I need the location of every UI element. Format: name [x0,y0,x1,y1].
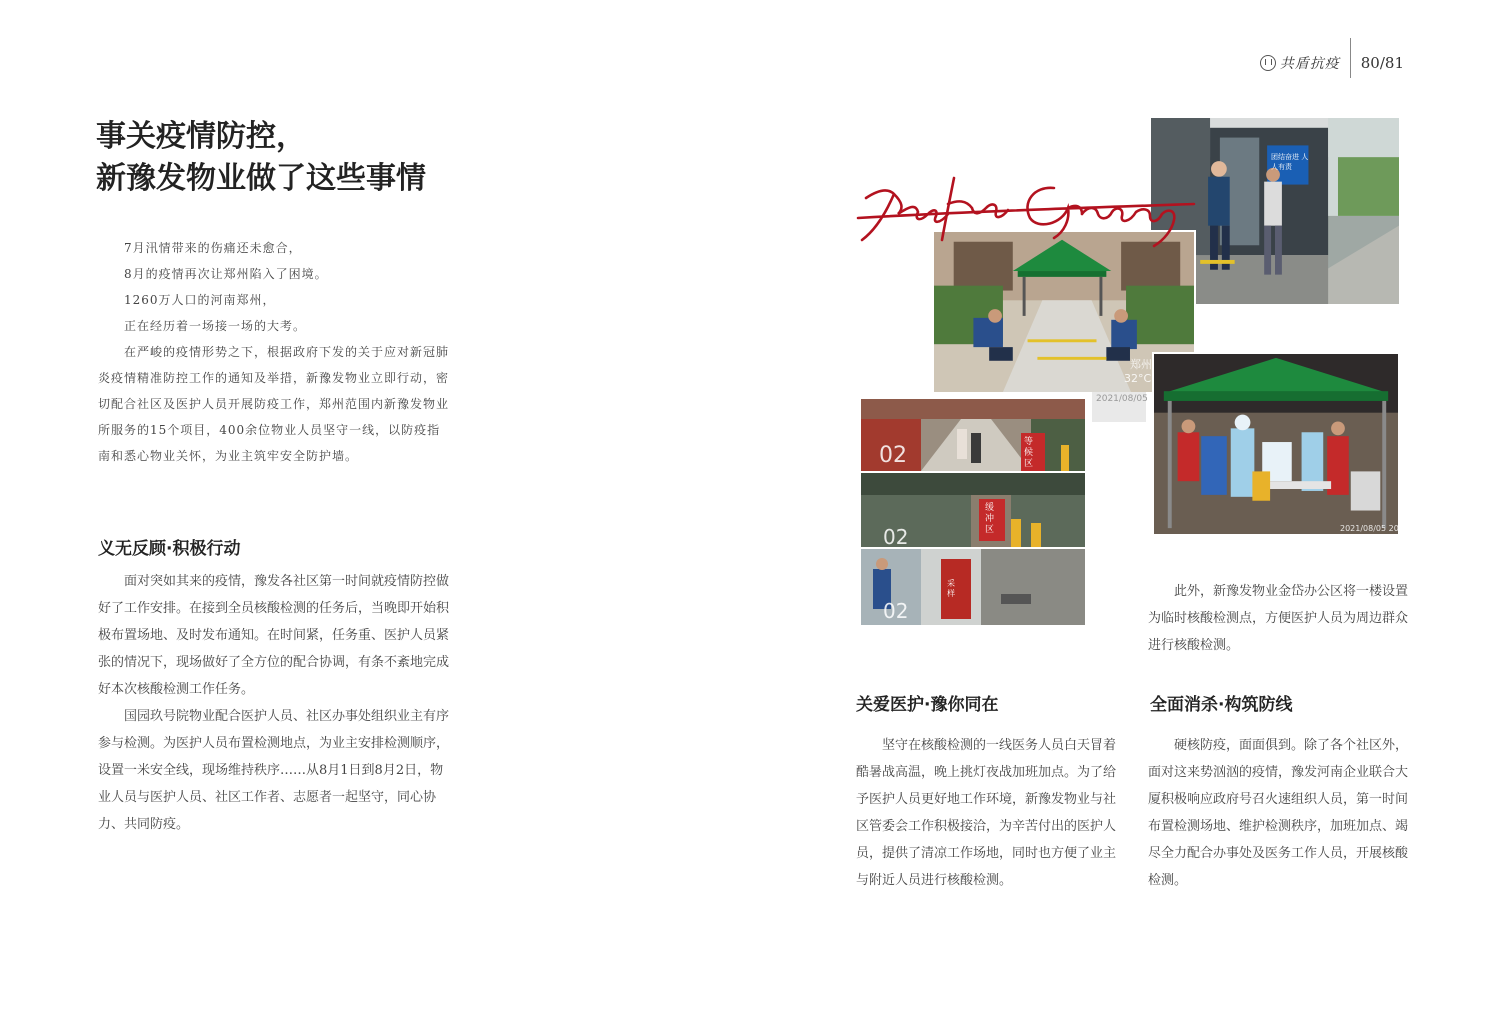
section-heading-1: 义无反顾·积极行动 [98,539,241,559]
buffer-area-sign: 缓冲区 [985,503,995,535]
paragraph: 此外，新豫发物业金岱办公区将一楼设置为临时核酸检测点，方便医护人员为周边群众进行核酸检测。 [1148,584,1409,653]
section-2-body [856,732,1118,894]
title-line-2: 新豫发物业做了这些事情 [96,161,426,196]
photo-city: 郑州 [1130,358,1152,371]
collage-number-1: 02 [879,443,907,468]
page-header [1260,48,1404,78]
intro-line: 正在经历着一场接一场的大考。 [124,319,307,333]
photo-date: 2021/08/05 [1096,394,1148,404]
section-heading-2: 关爱医护·豫你同在 [856,695,999,715]
intro-line: 8月的疫情再次让郑州陷入了困境。 [124,267,328,281]
brand-icon [1260,55,1276,71]
photo-collage [861,399,1085,625]
section-3-body [1148,732,1410,894]
photo-temperature: 32°C [1124,372,1152,385]
paragraph: 坚守在核酸检测的一线医务人员白天冒着酷暑战高温，晚上挑灯夜战加班加点。为了给予医护人员更好地工作环境，新豫发物业与社区管委会工作积极接洽，为辛苦付出的医护人员，提供了清凉工作场地，同时也方便了业主与附近人员进行核酸检测。 [856,738,1117,888]
page-title [96,116,516,200]
yufa-group-logo [858,153,1198,258]
paragraph: 硬核防疫，面面俱到。除了各个社区外，面对这来势汹汹的疫情，豫发河南企业联合大厦积极响应政府号召火速组织人员，第一时间布置检测场地、维护检测秩序，加班加点、竭尽全力配合办事处及医务工作人员，开展核酸检测。 [1148,738,1409,888]
photo-night-testing [1152,352,1412,536]
paragraph: 面对突如其来的疫情，豫发各社区第一时间就疫情防控做好了工作安排。在接到全员核酸检测的任务后，当晚即开始积极布置场地、及时发布通知。在时间紧，任务重、医护人员紧张的情况下，现场做好了全方位的配合协调，有条不紊地完成好本次核酸检测工作任务。 [98,574,450,697]
logo-text: Yufa Group [858,153,949,172]
photo-date-strip [1092,392,1146,422]
paragraph: 国园玖号院物业配合医护人员、社区办事处组织业主有序参与检测。为医护人员布置检测地点，为业主安排检测顺序，设置一米安全线，现场维持秩序……从8月1日到8月2日，物业人员与医护人员、社区工作者、志愿者一起坚守，同心协力、共同防疫。 [98,709,450,832]
intro-line: 7月汛情带来的伤痛还未愈合， [124,241,302,255]
sampling-sign: 采样 [947,579,955,598]
collage-number-3: 02 [883,599,909,623]
caption-top [1148,578,1410,659]
section-1-body [98,568,450,838]
intro-line: 1260万人口的河南郑州， [124,293,276,307]
page-number: 80/81 [1360,54,1404,72]
intro-block [98,235,450,469]
night-photo-date: 2021/08/05 20:13 [1340,524,1412,533]
intro-paragraph: 在严峻的疫情形势之下，根据政府下发的关于应对新冠肺炎疫情精准防控工作的通知及举措，新豫发物业立即行动，密切配合社区及医护人员开展防疫工作，郑州范围内新豫发物业所服务的15个项目，400余位物业人员坚守一线，以防疫指南和悉心物业关怀，为业主筑牢安全防护墙。 [98,345,450,463]
header-divider [1350,38,1351,78]
title-line-1: 事关疫情防控， [96,119,306,154]
waiting-area-sign: 等候区 [1024,437,1034,469]
collage-number-2: 02 [883,525,909,549]
entrance-sign: 团结奋进 人人有责 [1271,153,1309,171]
section-heading-3: 全面消杀·构筑防线 [1150,695,1293,715]
header-brand: 共盾抗疫 [1279,56,1340,72]
